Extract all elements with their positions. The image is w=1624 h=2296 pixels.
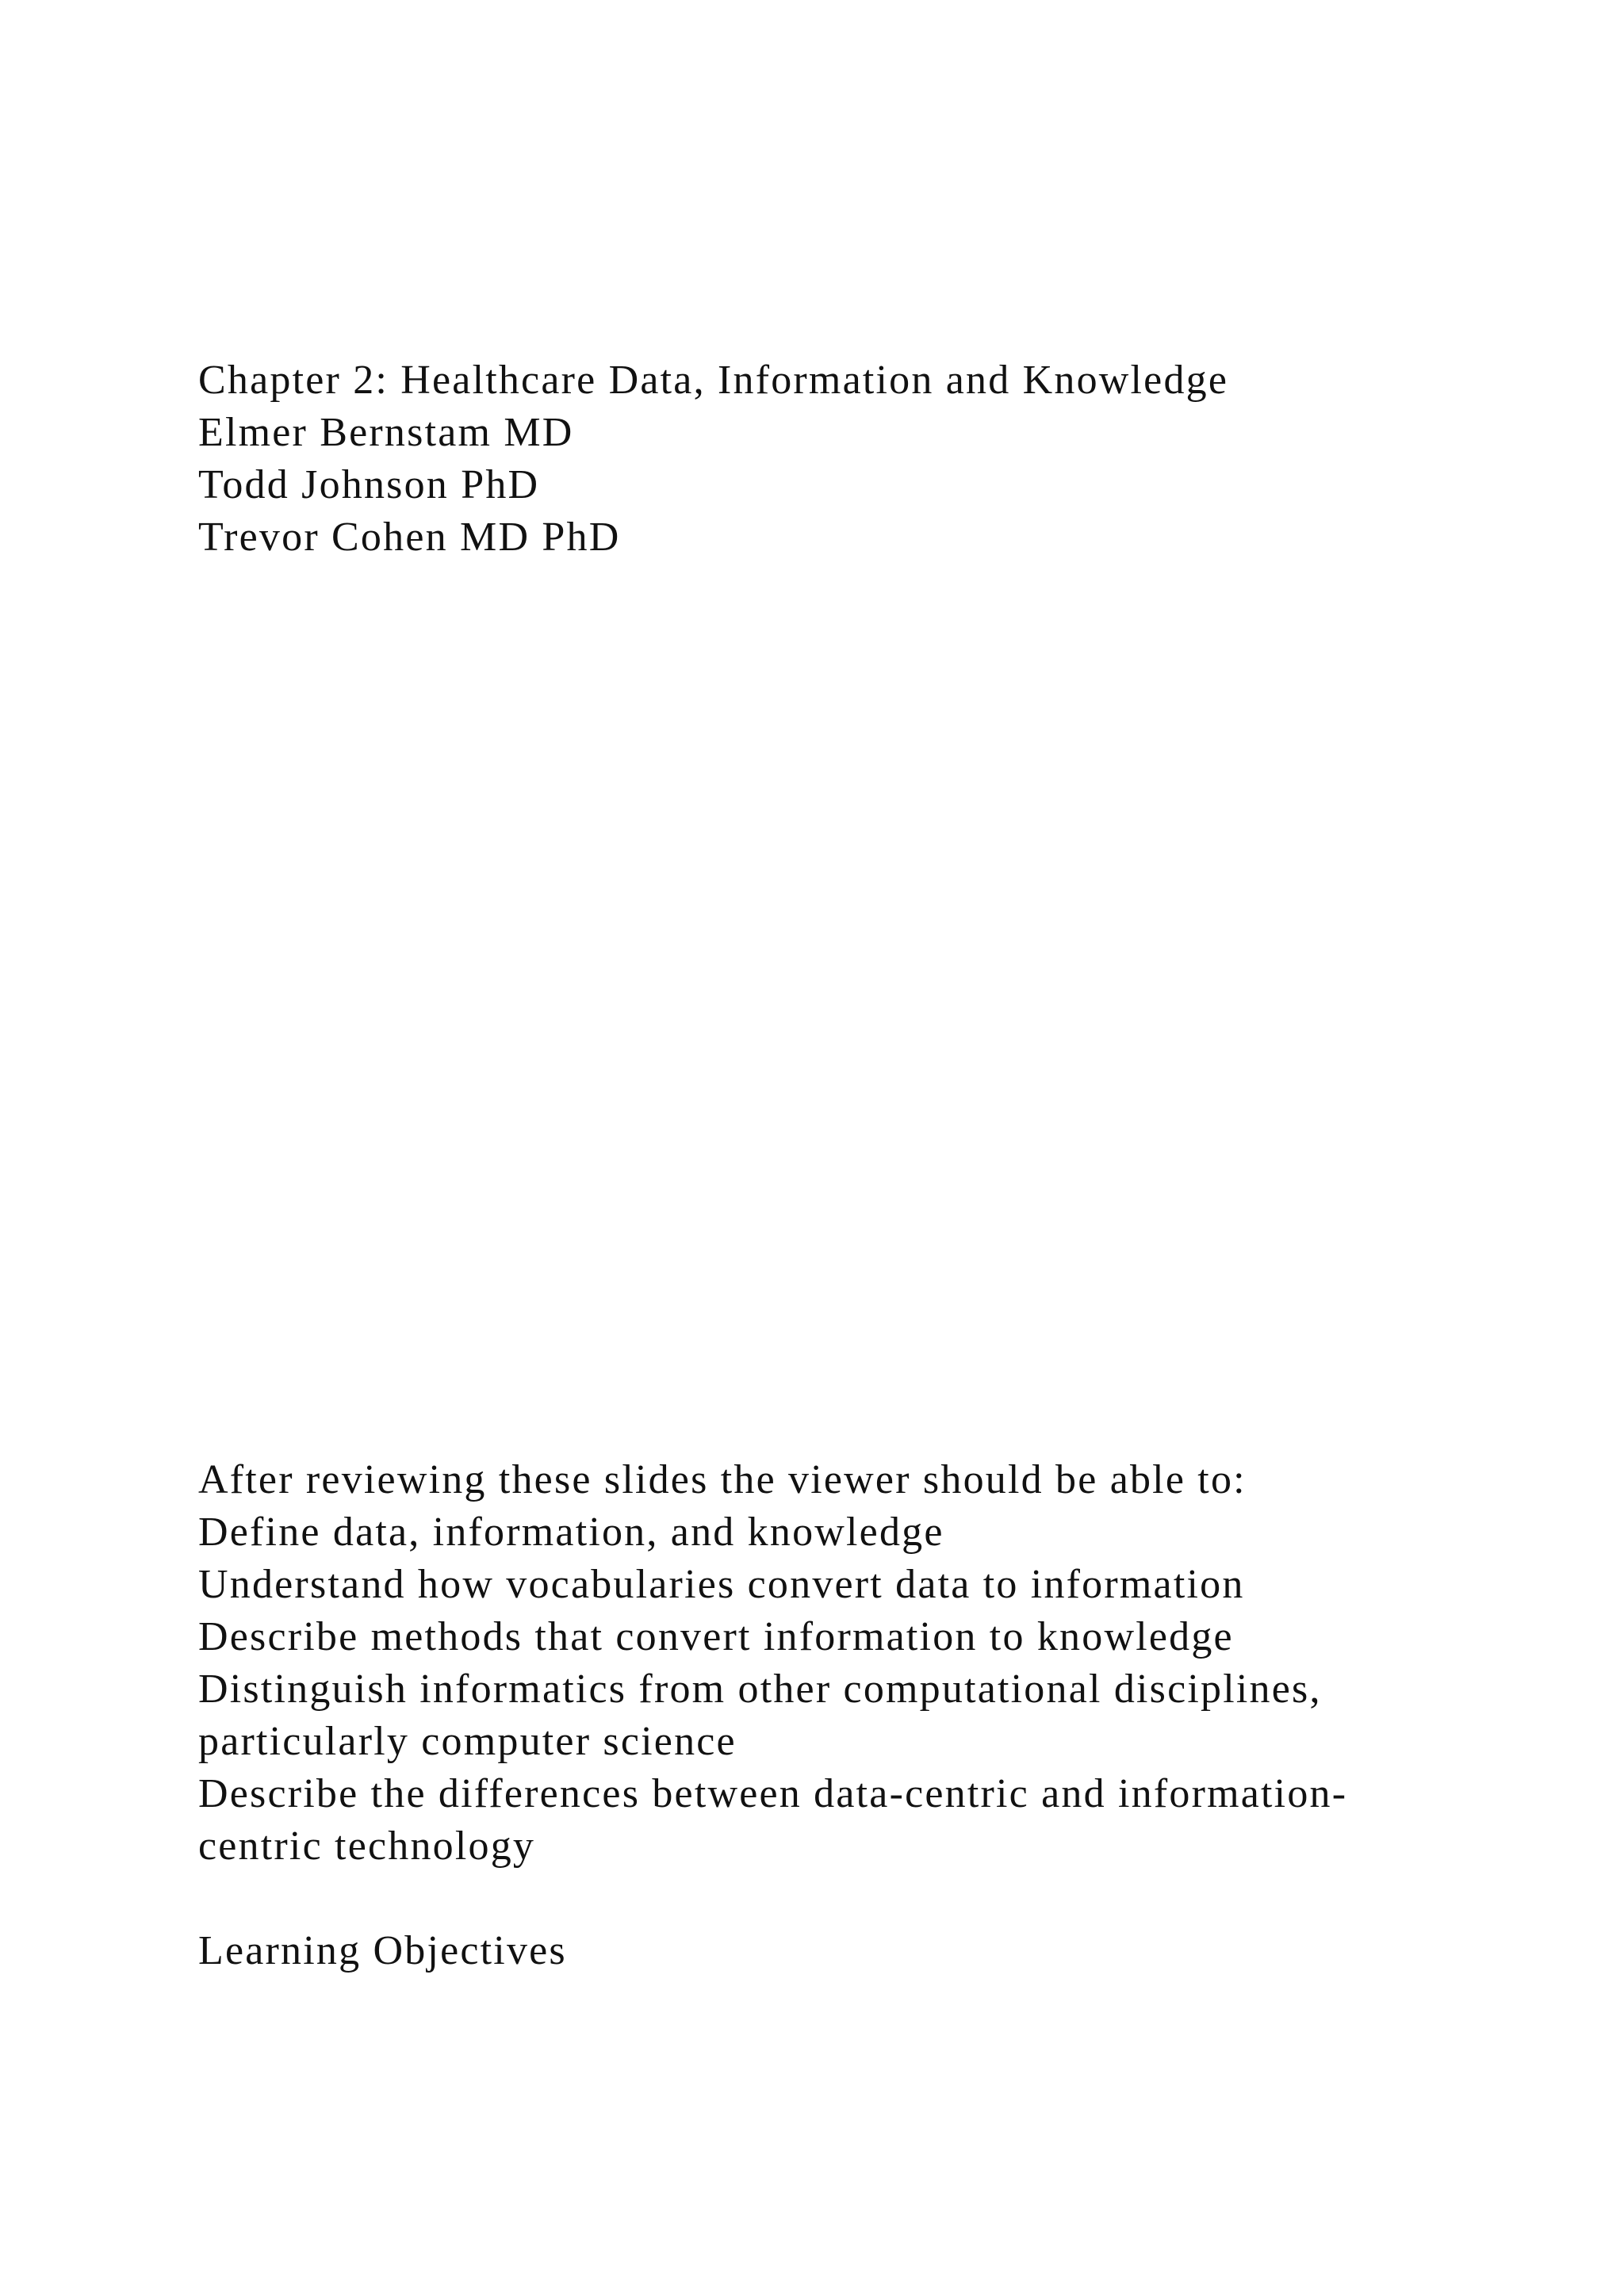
author-name: Trevor Cohen MD PhD [198, 515, 621, 560]
learning-objectives-heading: Learning Objectives [198, 1928, 567, 1973]
objective-line: Understand how vocabularies convert data to information [198, 1562, 1245, 1607]
objective-line: centric technology [198, 1823, 536, 1869]
objectives-intro: After reviewing these slides the viewer should be able to: [198, 1457, 1247, 1502]
chapter-title: Chapter 2: Healthcare Data, Information and Knowledge [198, 358, 1229, 403]
objective-line: Distinguish informatics from other computational disciplines, [198, 1667, 1322, 1712]
objective-line: Describe the differences between data-centric and information- [198, 1771, 1348, 1816]
objective-line: Define data, information, and knowledge [198, 1510, 944, 1555]
author-name: Elmer Bernstam MD [198, 410, 574, 455]
author-name: Todd Johnson PhD [198, 462, 540, 507]
objective-line: Describe methods that convert information to knowledge [198, 1614, 1234, 1659]
objective-line: particularly computer science [198, 1719, 737, 1764]
